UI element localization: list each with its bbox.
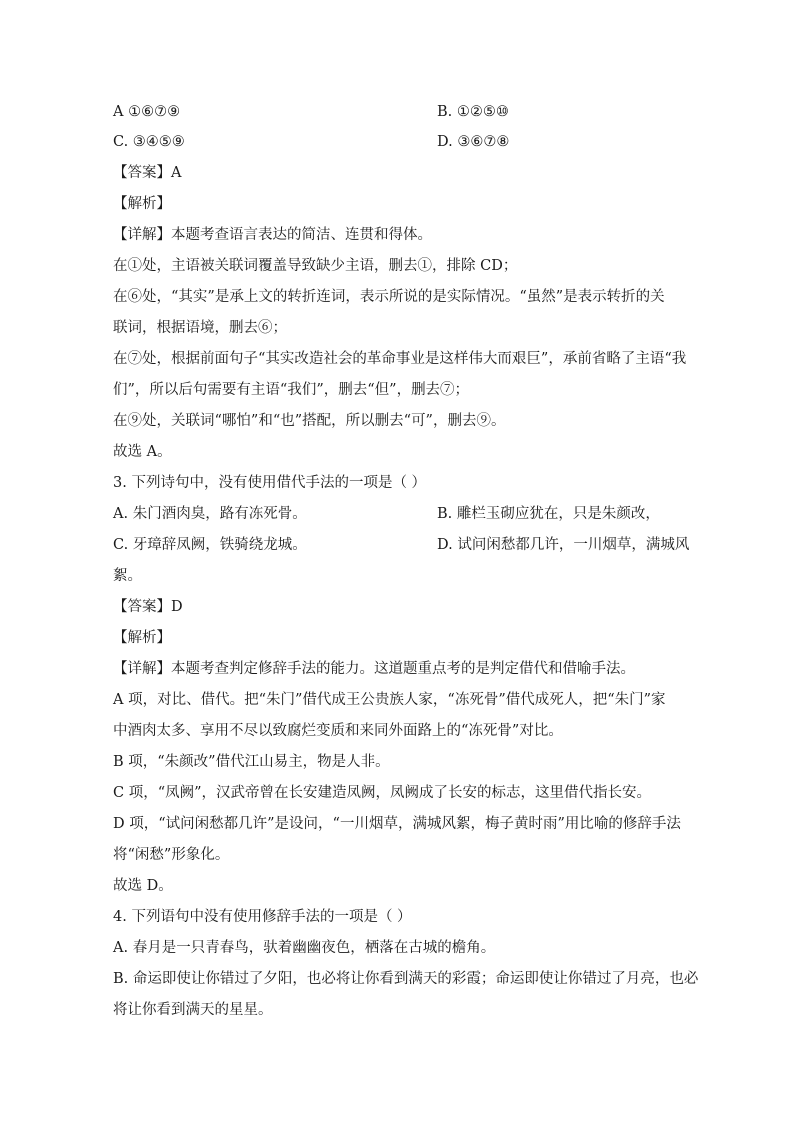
q3-detail-line: C 项，“凤阙”，汉武帝曾在长安建造凤阙，凤阙成了长安的标志，这里借代指长安。 <box>113 785 652 801</box>
q2-conclusion: 故选 A。 <box>113 444 172 460</box>
q4-option-b-continued: 将让你看到满天的星星。 <box>113 1002 273 1018</box>
q2-option-b: B. ①②⑤⑩ <box>437 104 509 120</box>
q2-detail-line: 在⑨处，关联词“哪怕”和“也”搭配，所以删去“可”，删去⑨。 <box>113 413 506 429</box>
q3-analysis-label: 【解析】 <box>113 630 171 646</box>
q3-detail-line: D 项，“试问闲愁都几许”是设问，“一川烟草，满城风絮，梅子黄时雨”用比喻的修辞手法 <box>113 816 681 832</box>
q2-option-c: C. ③④⑤⑨ <box>113 134 185 150</box>
q2-answer: 【答案】A <box>113 165 182 181</box>
q2-detail-line: 在①处，主语被关联词覆盖导致缺少主语，删去①，排除 CD； <box>113 258 518 274</box>
q3-detail-line: B 项，“朱颜改”借代江山易主，物是人非。 <box>113 754 390 770</box>
q3-option-a: A. 朱门酒肉臭，路有冻死骨。 <box>113 506 307 522</box>
q3-detail-line: 中酒肉太多、享用不尽以致腐烂变质和来同外面路上的“冻死骨”对比。 <box>113 723 563 739</box>
q3-option-b: B. 雕栏玉砌应犹在，只是朱颜改， <box>437 506 660 522</box>
q2-detail-line: 在⑥处，“其实”是承上文的转折连词，表示所说的是实际情况。“虽然”是表示转折的关 <box>113 289 665 305</box>
q2-analysis-label: 【解析】 <box>113 196 171 212</box>
q3-detail-line: A 项，对比、借代。把“朱门”借代成王公贵族人家，“冻死骨”借代成死人，把“朱门”家 <box>113 692 666 708</box>
q2-option-d: D. ③⑥⑦⑧ <box>437 134 510 150</box>
q4-option-b: B. 命运即使让你错过了夕阳，也必将让你看到满天的彩霞；命运即使让你错过了月亮，也必 <box>113 971 699 987</box>
q3-detail-line: 将“闲愁”形象化。 <box>113 847 230 863</box>
q2-detail-line: 在⑦处，根据前面句子“其实改造社会的革命事业是这样伟大而艰巨”，承前省略了主语“我 <box>113 351 687 367</box>
q3-question: 3. 下列诗句中，没有使用借代手法的一项是（ ） <box>113 475 427 491</box>
q3-option-d: D. 试问闲愁都几许，一川烟草，满城风 <box>437 537 690 553</box>
q3-option-c: C. 牙璋辞凤阙，铁骑绕龙城。 <box>113 537 307 553</box>
q4-question: 4. 下列语句中没有使用修辞手法的一项是（ ） <box>113 909 412 925</box>
q3-conclusion: 故选 D。 <box>113 878 173 894</box>
q3-answer: 【答案】D <box>113 599 183 615</box>
q3-detail-line: 【详解】本题考查判定修辞手法的能力。这道题重点考的是判定借代和借喻手法。 <box>113 661 635 677</box>
q2-detail-line: 【详解】本题考查语言表达的简洁、连贯和得体。 <box>113 227 432 243</box>
q2-detail-line: 们”，所以后句需要有主语“我们”，删去“但”，删去⑦； <box>113 382 470 398</box>
q4-option-a: A. 春月是一只青春鸟，驮着幽幽夜色，栖落在古城的檐角。 <box>113 940 496 956</box>
q2-option-a: A ①⑥⑦⑨ <box>113 104 181 120</box>
q3-option-d-continued: 絮。 <box>113 568 142 584</box>
q2-detail-line: 联词，根据语境，删去⑥； <box>113 320 287 336</box>
